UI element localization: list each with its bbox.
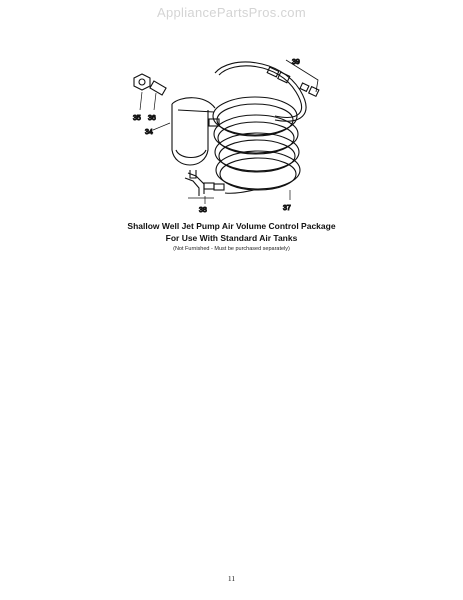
watermark: AppliancePartsPros.com [157,5,306,20]
callout-34: 34 [145,129,153,136]
caption-title-line2: For Use With Standard Air Tanks [165,233,298,243]
callout-37: 37 [283,205,291,212]
leader-lines [140,92,290,204]
coiled-tubing-part-37 [213,62,306,193]
callout-36: 36 [148,115,156,122]
plug-part-35 [134,74,150,90]
callout-35: 35 [133,115,141,122]
nipple-part-36 [150,81,166,95]
callout-38: 38 [199,207,207,214]
callout-39: 39 [292,59,300,66]
caption-title-line1: Shallow Well Jet Pump Air Volume Control Package [127,221,336,231]
control-body-part-34 [172,98,219,178]
page-number: 11 [227,574,236,583]
caption-note: (Not Furnished - Must be purchased separately) [173,246,290,252]
parts-diagram [100,40,330,220]
